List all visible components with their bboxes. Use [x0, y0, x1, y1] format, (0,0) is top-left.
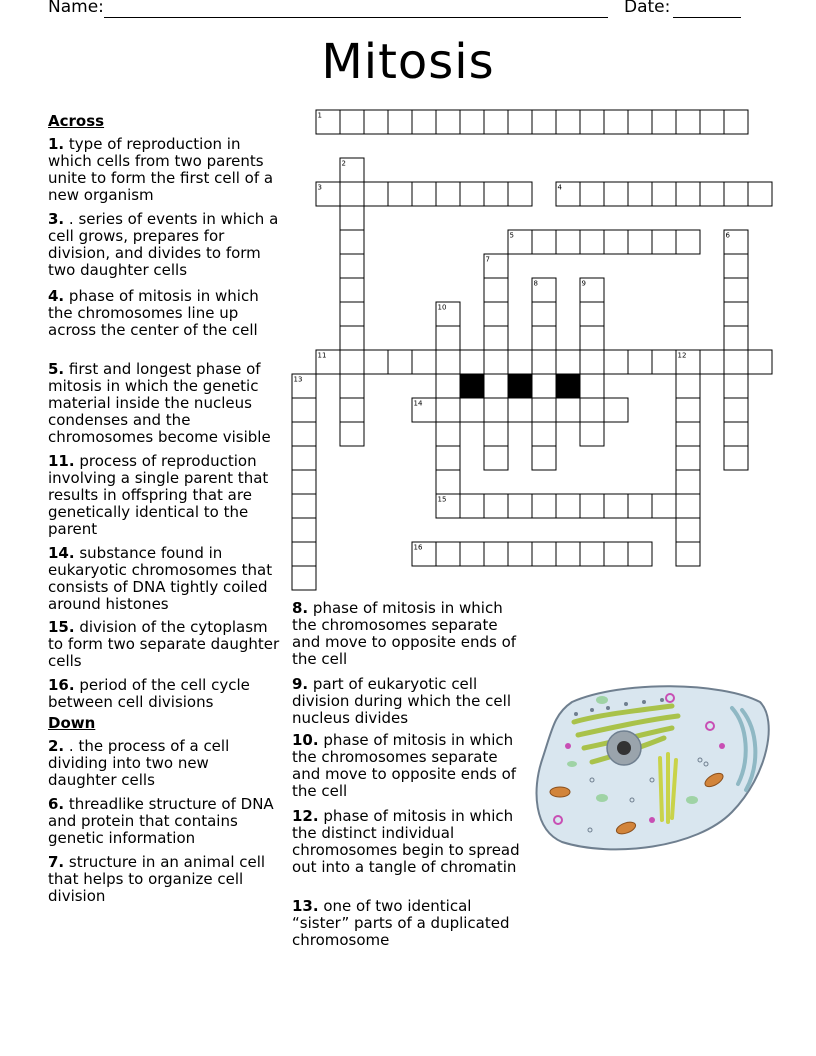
grid-cell[interactable] — [748, 182, 772, 206]
grid-cell[interactable] — [436, 422, 460, 446]
grid-clue-number: 11 — [317, 351, 327, 360]
clue-down-10: 10. phase of mitosis in which the chromosomes separate and move to opposite ends of the cell — [292, 731, 517, 800]
grid-cell[interactable] — [388, 350, 412, 374]
grid-clue-number: 16 — [413, 543, 423, 552]
grid-cell[interactable] — [484, 398, 508, 422]
grid-cell[interactable] — [388, 182, 412, 206]
clue-down-2: 2. . the process of a cell dividing into two new daughter cells — [48, 737, 230, 789]
grid-cell[interactable] — [484, 278, 508, 302]
name-label: Name: — [48, 0, 104, 17]
grid-cell[interactable] — [460, 494, 484, 518]
grid-cell[interactable] — [532, 110, 556, 134]
name-line[interactable] — [104, 17, 608, 18]
grid-cell[interactable] — [676, 542, 700, 566]
grid-cell[interactable] — [676, 446, 700, 470]
grid-cell[interactable] — [484, 542, 508, 566]
grid-cell[interactable] — [316, 110, 340, 134]
grid-cell[interactable] — [340, 374, 364, 398]
grid-cell[interactable] — [532, 374, 556, 398]
grid-cell[interactable] — [724, 230, 748, 254]
grid-cell[interactable] — [316, 182, 340, 206]
grid-cell[interactable] — [532, 302, 556, 326]
grid-cell[interactable] — [436, 374, 460, 398]
grid-cell[interactable] — [532, 326, 556, 350]
grid-cell[interactable] — [556, 398, 580, 422]
grid-clue-number: 3 — [317, 183, 322, 192]
grid-cell[interactable] — [580, 182, 604, 206]
grid-cell[interactable] — [724, 422, 748, 446]
clue-down-8: 8. phase of mitosis in which the chromosomes separate and move to opposite ends of the cell — [292, 599, 517, 668]
grid-cell[interactable] — [580, 278, 604, 302]
grid-cell[interactable] — [484, 374, 508, 398]
across-heading: Across — [48, 112, 105, 130]
grid-clue-number: 8 — [533, 279, 538, 288]
grid-cell[interactable] — [436, 494, 460, 518]
grid-cell[interactable] — [436, 350, 460, 374]
grid-cell[interactable] — [604, 494, 628, 518]
grid-cell[interactable] — [532, 230, 556, 254]
grid-cell[interactable] — [292, 422, 316, 446]
grid-cell[interactable] — [556, 350, 580, 374]
grid-cell[interactable] — [724, 326, 748, 350]
grid-cell[interactable] — [340, 230, 364, 254]
clue-across-1: 1. type of reproduction in which cells from two parents unite to form the first cell of a new organism — [48, 135, 274, 204]
grid-cell[interactable] — [556, 230, 580, 254]
grid-cell[interactable] — [628, 350, 652, 374]
clue-across-15: 15. division of the cytoplasm to form two separate daughter cells — [48, 618, 280, 670]
grid-cell[interactable] — [436, 542, 460, 566]
grid-cell[interactable] — [484, 110, 508, 134]
grid-cell[interactable] — [652, 350, 676, 374]
grid-cell[interactable] — [580, 230, 604, 254]
grid-cell[interactable] — [460, 542, 484, 566]
grid-cell[interactable] — [748, 350, 772, 374]
grid-cell[interactable] — [340, 422, 364, 446]
grid-black-cell — [556, 374, 580, 398]
grid-cell[interactable] — [676, 182, 700, 206]
clue-across-4: 4. phase of mitosis in which the chromosomes line up across the center of the cell — [48, 287, 259, 339]
grid-cell[interactable] — [676, 470, 700, 494]
grid-cell[interactable] — [724, 398, 748, 422]
grid-cell[interactable] — [436, 302, 460, 326]
grid-cell[interactable] — [412, 182, 436, 206]
grid-cell[interactable] — [580, 494, 604, 518]
grid-cell[interactable] — [628, 494, 652, 518]
grid-cell[interactable] — [580, 542, 604, 566]
grid-clue-number: 14 — [413, 399, 423, 408]
grid-cell[interactable] — [580, 398, 604, 422]
grid-cell[interactable] — [436, 326, 460, 350]
grid-cell[interactable] — [412, 350, 436, 374]
grid-cell[interactable] — [676, 422, 700, 446]
grid-clue-number: 5 — [509, 231, 514, 240]
grid-cell[interactable] — [676, 518, 700, 542]
grid-cell[interactable] — [412, 542, 436, 566]
grid-cell[interactable] — [340, 254, 364, 278]
grid-cell[interactable] — [628, 230, 652, 254]
grid-cell[interactable] — [700, 110, 724, 134]
grid-cell[interactable] — [436, 110, 460, 134]
grid-cell[interactable] — [460, 350, 484, 374]
grid-cell[interactable] — [460, 398, 484, 422]
grid-cell[interactable] — [652, 182, 676, 206]
grid-black-cell — [460, 374, 484, 398]
grid-black-cell — [508, 374, 532, 398]
grid-cell[interactable] — [724, 182, 748, 206]
grid-cell[interactable] — [724, 110, 748, 134]
grid-cell[interactable] — [484, 422, 508, 446]
grid-cell[interactable] — [340, 302, 364, 326]
grid-cell[interactable] — [532, 542, 556, 566]
grid-cell[interactable] — [604, 398, 628, 422]
grid-cell[interactable] — [652, 110, 676, 134]
animal-cell-illustration — [532, 680, 772, 860]
grid-cell[interactable] — [532, 446, 556, 470]
grid-cell[interactable] — [316, 350, 340, 374]
grid-cell[interactable] — [484, 302, 508, 326]
grid-cell[interactable] — [292, 398, 316, 422]
down-heading: Down — [48, 714, 96, 732]
grid-cell[interactable] — [556, 542, 580, 566]
grid-cell[interactable] — [676, 398, 700, 422]
grid-cell[interactable] — [508, 398, 532, 422]
grid-cell[interactable] — [652, 494, 676, 518]
grid-cell[interactable] — [508, 230, 532, 254]
grid-cell[interactable] — [412, 110, 436, 134]
grid-cell[interactable] — [508, 494, 532, 518]
grid-cell[interactable] — [388, 110, 412, 134]
grid-cell[interactable] — [364, 110, 388, 134]
grid-cell[interactable] — [604, 350, 628, 374]
grid-cell[interactable] — [676, 230, 700, 254]
grid-cell[interactable] — [580, 110, 604, 134]
grid-cell[interactable] — [292, 566, 316, 590]
grid-cell[interactable] — [724, 350, 748, 374]
clue-across-11: 11. process of reproduction involving a single parent that results in offspring that are genetically identical to the parent — [48, 452, 269, 538]
grid-cell[interactable] — [436, 446, 460, 470]
grid-cell[interactable] — [292, 446, 316, 470]
grid-cell[interactable] — [532, 422, 556, 446]
grid-cell[interactable] — [652, 230, 676, 254]
grid-cell[interactable] — [364, 350, 388, 374]
grid-cell[interactable] — [628, 542, 652, 566]
grid-cell[interactable] — [436, 470, 460, 494]
grid-cell[interactable] — [724, 446, 748, 470]
grid-cell[interactable] — [484, 326, 508, 350]
date-line[interactable] — [673, 17, 741, 18]
grid-cell[interactable] — [676, 494, 700, 518]
grid-cell[interactable] — [676, 110, 700, 134]
grid-cell[interactable] — [484, 182, 508, 206]
grid-cell[interactable] — [580, 302, 604, 326]
grid-clue-number: 4 — [557, 183, 562, 192]
date-label: Date: — [624, 0, 671, 17]
grid-cell[interactable] — [460, 110, 484, 134]
grid-cell[interactable] — [580, 422, 604, 446]
grid-clue-number: 2 — [341, 159, 346, 168]
clue-across-5: 5. first and longest phase of mitosis in which the genetic material inside the nucleus condenses and the chromosomes become visible — [48, 360, 271, 446]
clue-down-7: 7. structure in an animal cell that helps to organize cell division — [48, 853, 266, 905]
grid-cell[interactable] — [532, 350, 556, 374]
grid-cell[interactable] — [508, 350, 532, 374]
grid-cell[interactable] — [292, 518, 316, 542]
grid-cell[interactable] — [628, 182, 652, 206]
page-title: Mitosis — [321, 34, 495, 90]
grid-cell[interactable] — [340, 158, 364, 182]
grid-cell[interactable] — [460, 182, 484, 206]
grid-cell[interactable] — [556, 494, 580, 518]
grid-cell[interactable] — [508, 542, 532, 566]
clue-down-12: 12. phase of mitosis in which the distinct individual chromosomes begin to spread out into a tangle of chromatin — [292, 807, 520, 876]
grid-cell[interactable] — [532, 494, 556, 518]
grid-cell[interactable] — [340, 350, 364, 374]
grid-cell[interactable] — [724, 374, 748, 398]
grid-cell[interactable] — [532, 398, 556, 422]
grid-cell[interactable] — [292, 542, 316, 566]
grid-cell[interactable] — [580, 350, 604, 374]
grid-cell[interactable] — [532, 278, 556, 302]
grid-cell[interactable] — [604, 230, 628, 254]
grid-cell[interactable] — [676, 374, 700, 398]
grid-cell[interactable] — [580, 374, 604, 398]
grid-cell[interactable] — [340, 110, 364, 134]
grid-cell[interactable] — [340, 206, 364, 230]
grid-clue-number: 6 — [725, 231, 730, 240]
grid-cell[interactable] — [508, 110, 532, 134]
clue-down-9: 9. part of eukaryotic cell division during which the cell nucleus divides — [292, 675, 511, 727]
grid-clue-number: 10 — [437, 303, 447, 312]
clue-down-13: 13. one of two identical “sister” parts of a duplicated chromosome — [292, 897, 510, 949]
grid-cell[interactable] — [700, 182, 724, 206]
grid-cell[interactable] — [436, 398, 460, 422]
grid-cell[interactable] — [556, 182, 580, 206]
grid-cell[interactable] — [604, 542, 628, 566]
grid-cell[interactable] — [292, 494, 316, 518]
grid-clue-number: 12 — [677, 351, 687, 360]
grid-cell[interactable] — [676, 350, 700, 374]
grid-clue-number: 9 — [581, 279, 586, 288]
grid-cell[interactable] — [412, 398, 436, 422]
grid-cell[interactable] — [364, 182, 388, 206]
clue-across-3: 3. . series of events in which a cell grows, prepares for division, and divides to form two daughter cells — [48, 210, 279, 279]
grid-cell[interactable] — [724, 254, 748, 278]
grid-cell[interactable] — [604, 182, 628, 206]
grid-cell[interactable] — [484, 350, 508, 374]
grid-cell[interactable] — [724, 278, 748, 302]
grid-cell[interactable] — [292, 470, 316, 494]
clue-across-16: 16. period of the cell cycle between cell divisions — [48, 676, 250, 711]
grid-clue-number: 15 — [437, 495, 447, 504]
grid-cell[interactable] — [340, 182, 364, 206]
grid-cell[interactable] — [436, 182, 460, 206]
grid-cell[interactable] — [340, 398, 364, 422]
grid-cell[interactable] — [508, 182, 532, 206]
grid-cell[interactable] — [628, 110, 652, 134]
grid-cell[interactable] — [580, 326, 604, 350]
grid-clue-number: 7 — [485, 255, 490, 264]
clue-across-14: 14. substance found in eukaryotic chromosomes that consists of DNA tightly coiled around histones — [48, 544, 273, 613]
grid-cell[interactable] — [340, 326, 364, 350]
grid-cell[interactable] — [484, 446, 508, 470]
grid-cell[interactable] — [340, 278, 364, 302]
grid-clue-number: 13 — [293, 375, 303, 384]
grid-cell[interactable] — [292, 374, 316, 398]
clue-down-6: 6. threadlike structure of DNA and protein that contains genetic information — [48, 795, 274, 847]
grid-cell[interactable] — [724, 302, 748, 326]
grid-cell[interactable] — [700, 350, 724, 374]
grid-cell[interactable] — [484, 494, 508, 518]
grid-cell[interactable] — [604, 110, 628, 134]
grid-clue-number: 1 — [317, 111, 322, 120]
grid-cell[interactable] — [484, 254, 508, 278]
grid-cell[interactable] — [556, 110, 580, 134]
